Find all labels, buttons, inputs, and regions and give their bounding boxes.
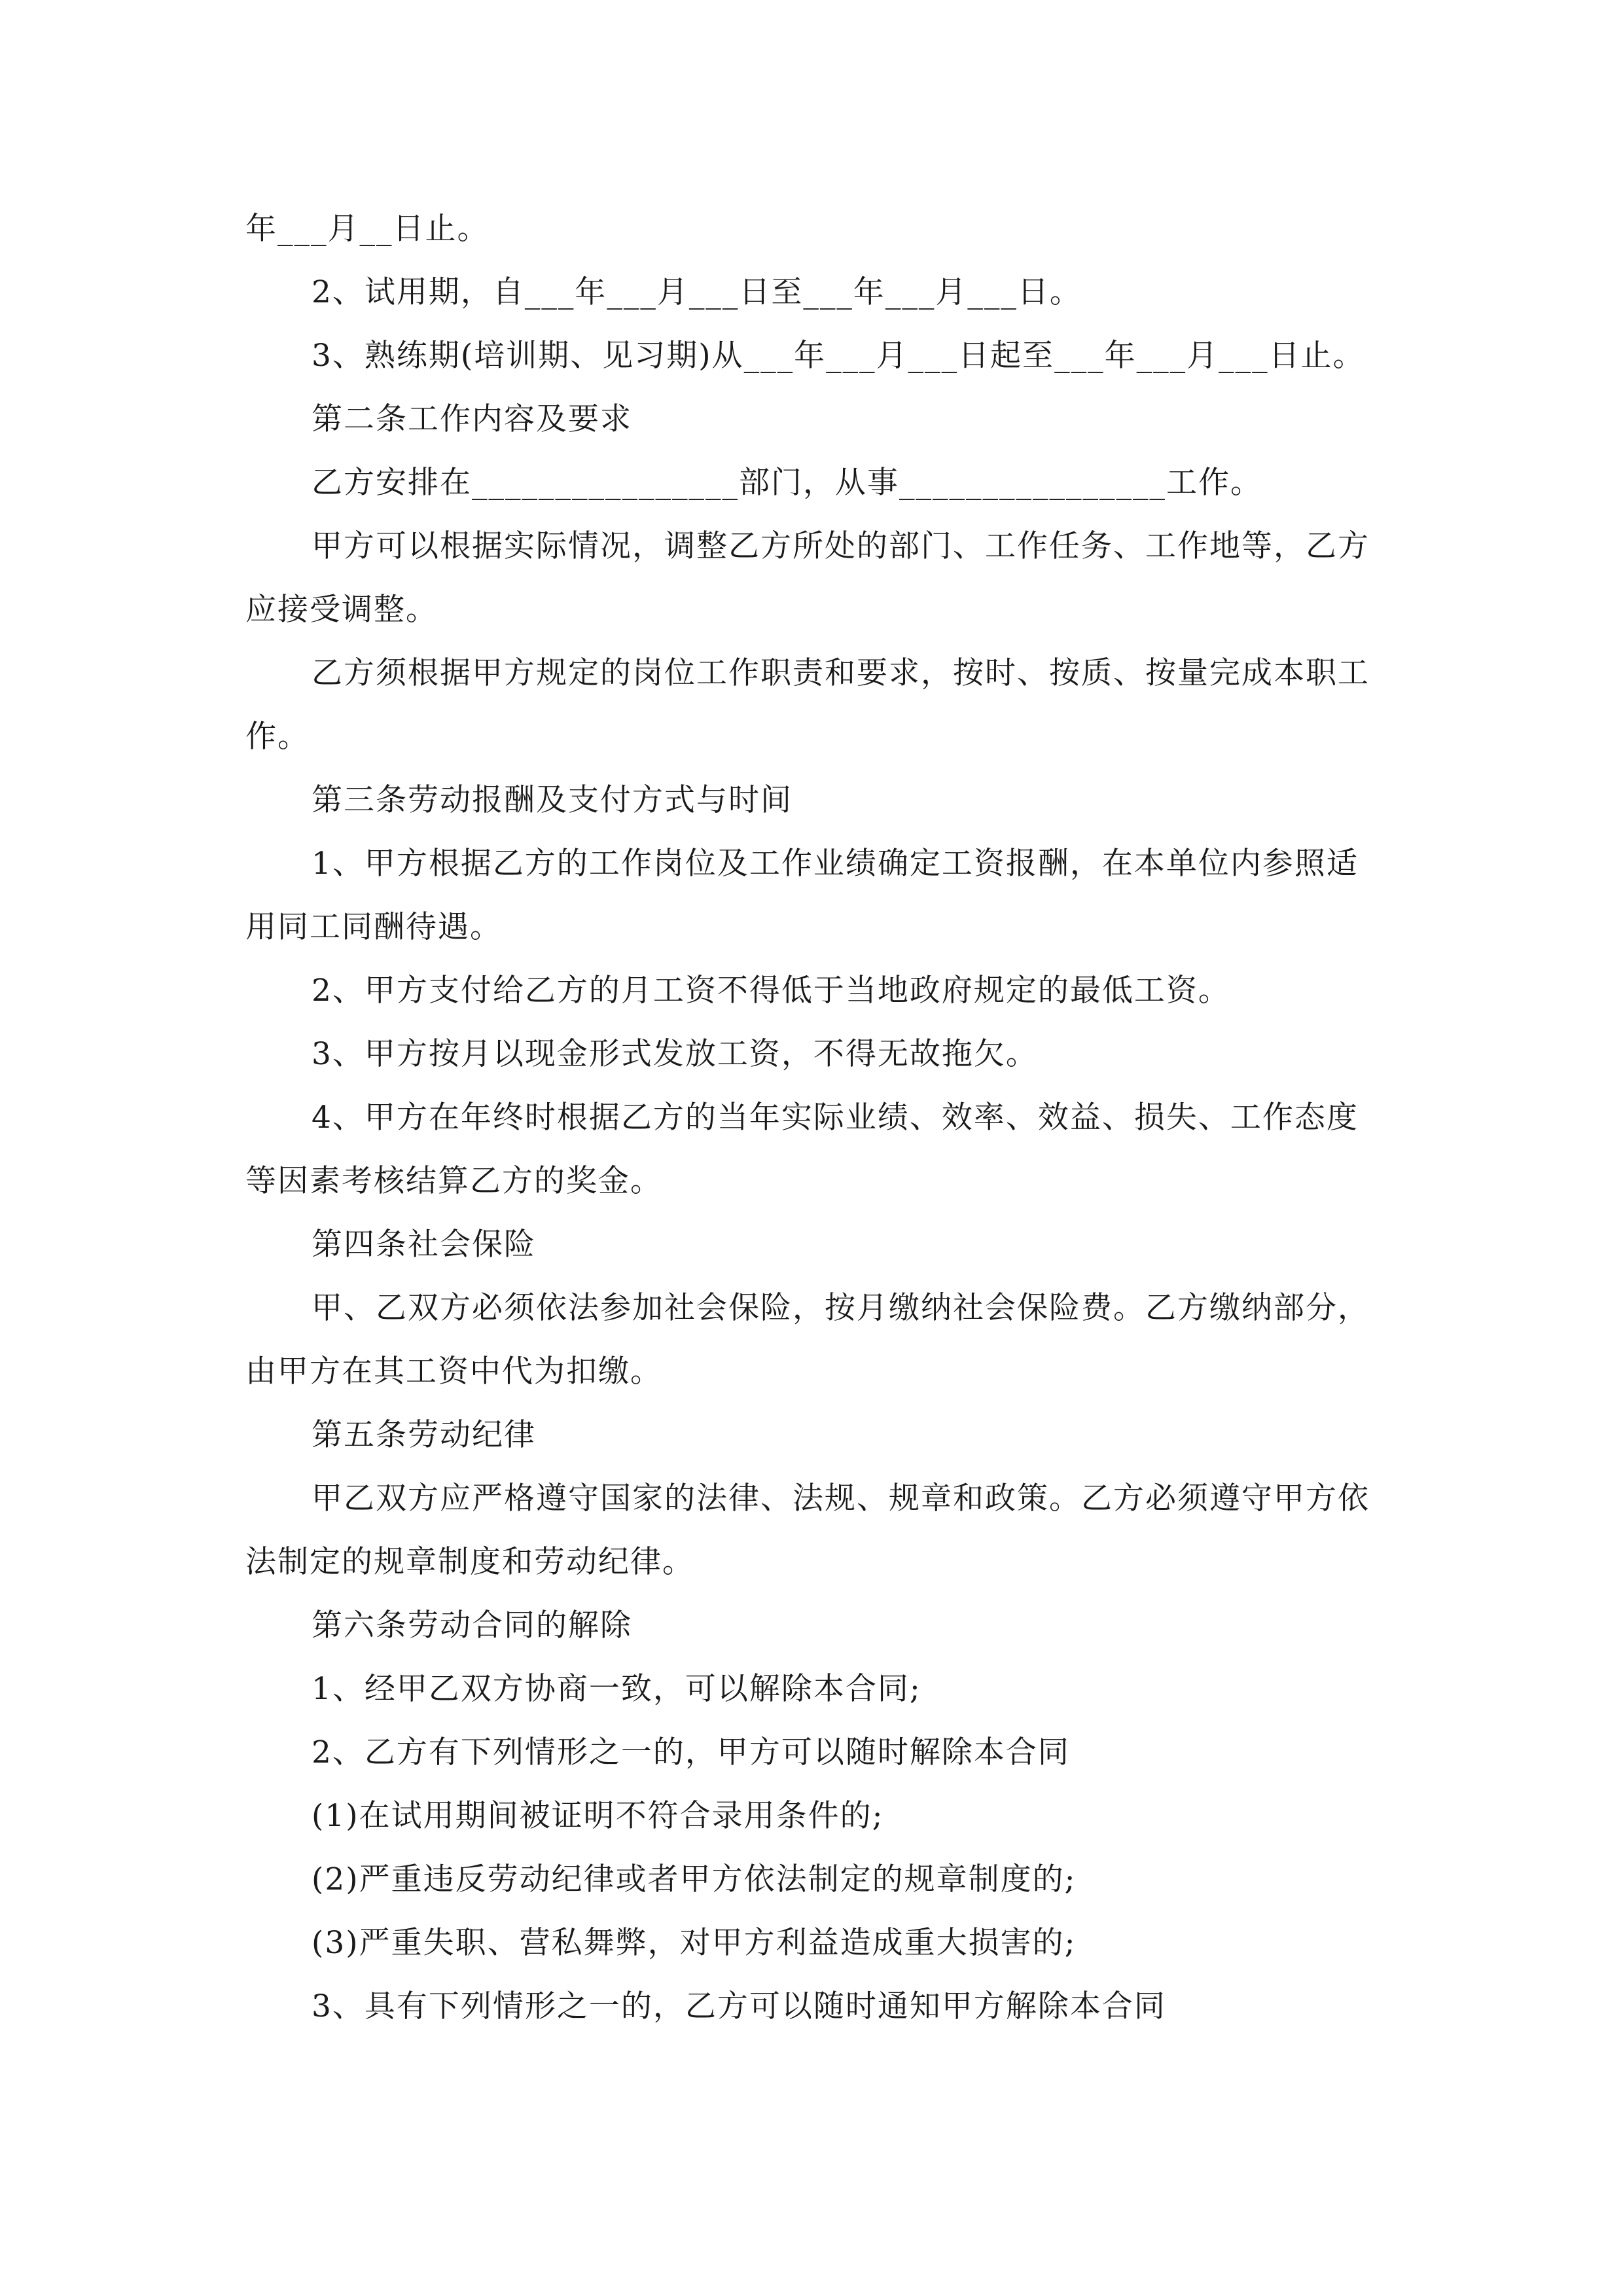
text-line: 2、甲方支付给乙方的月工资不得低于当地政府规定的最低工资。 bbox=[312, 973, 1230, 1009]
text-line: 年___月__日止。 bbox=[245, 211, 490, 247]
text-line: 由甲方在其工资中代为扣缴。 bbox=[245, 1354, 662, 1390]
text-line: 3、熟练期(培训期、见习期)从___年___月___日起至___年___月___日止。 bbox=[312, 338, 1365, 374]
section-heading: 第四条社会保险 bbox=[312, 1227, 536, 1263]
text-line: 用同工同酬待遇。 bbox=[245, 909, 502, 945]
text-line: 乙方安排在________________部门，从事________________工作。 bbox=[312, 465, 1262, 501]
text-line: 4、甲方在年终时根据乙方的当年实际业绩、效率、效益、损失、工作态度 bbox=[312, 1100, 1359, 1136]
text-line: 1、甲方根据乙方的工作岗位及工作业绩确定工资报酬，在本单位内参照适 bbox=[312, 846, 1359, 882]
text-line: 甲、乙双方必须依法参加社会保险，按月缴纳社会保险费。乙方缴纳部分， bbox=[312, 1290, 1370, 1326]
section-heading: 第二条工作内容及要求 bbox=[312, 401, 632, 437]
text-line: 法制定的规章制度和劳动纪律。 bbox=[245, 1544, 694, 1580]
list-item: (2)严重违反劳动纪律或者甲方依法制定的规章制度的; bbox=[312, 1861, 1077, 1897]
text-line: 甲方可以根据实际情况，调整乙方所处的部门、工作任务、工作地等，乙方 bbox=[312, 528, 1370, 564]
text-line: 作。 bbox=[245, 719, 310, 755]
section-heading: 第五条劳动纪律 bbox=[312, 1417, 536, 1453]
text-line: 乙方须根据甲方规定的岗位工作职责和要求，按时、按质、按量完成本职工 bbox=[312, 655, 1370, 691]
text-line: 2、乙方有下列情形之一的，甲方可以随时解除本合同 bbox=[312, 1734, 1070, 1770]
text-line: 2、试用期，自___年___月___日至___年___月___日。 bbox=[312, 274, 1082, 310]
text-line: 应接受调整。 bbox=[245, 592, 438, 628]
text-line: 甲乙双方应严格遵守国家的法律、法规、规章和政策。乙方必须遵守甲方依 bbox=[312, 1480, 1370, 1516]
list-item: (1)在试用期间被证明不符合录用条件的; bbox=[312, 1798, 884, 1834]
text-line: 3、具有下列情形之一的，乙方可以随时通知甲方解除本合同 bbox=[312, 1988, 1166, 2024]
list-item: (3)严重失职、营私舞弊，对甲方利益造成重大损害的; bbox=[312, 1925, 1077, 1961]
section-heading: 第三条劳动报酬及支付方式与时间 bbox=[312, 782, 793, 818]
text-line: 1、经甲乙双方协商一致，可以解除本合同; bbox=[312, 1671, 921, 1707]
text-line: 3、甲方按月以现金形式发放工资，不得无故拖欠。 bbox=[312, 1036, 1038, 1072]
section-heading: 第六条劳动合同的解除 bbox=[312, 1607, 632, 1643]
text-line: 等因素考核结算乙方的奖金。 bbox=[245, 1163, 662, 1199]
